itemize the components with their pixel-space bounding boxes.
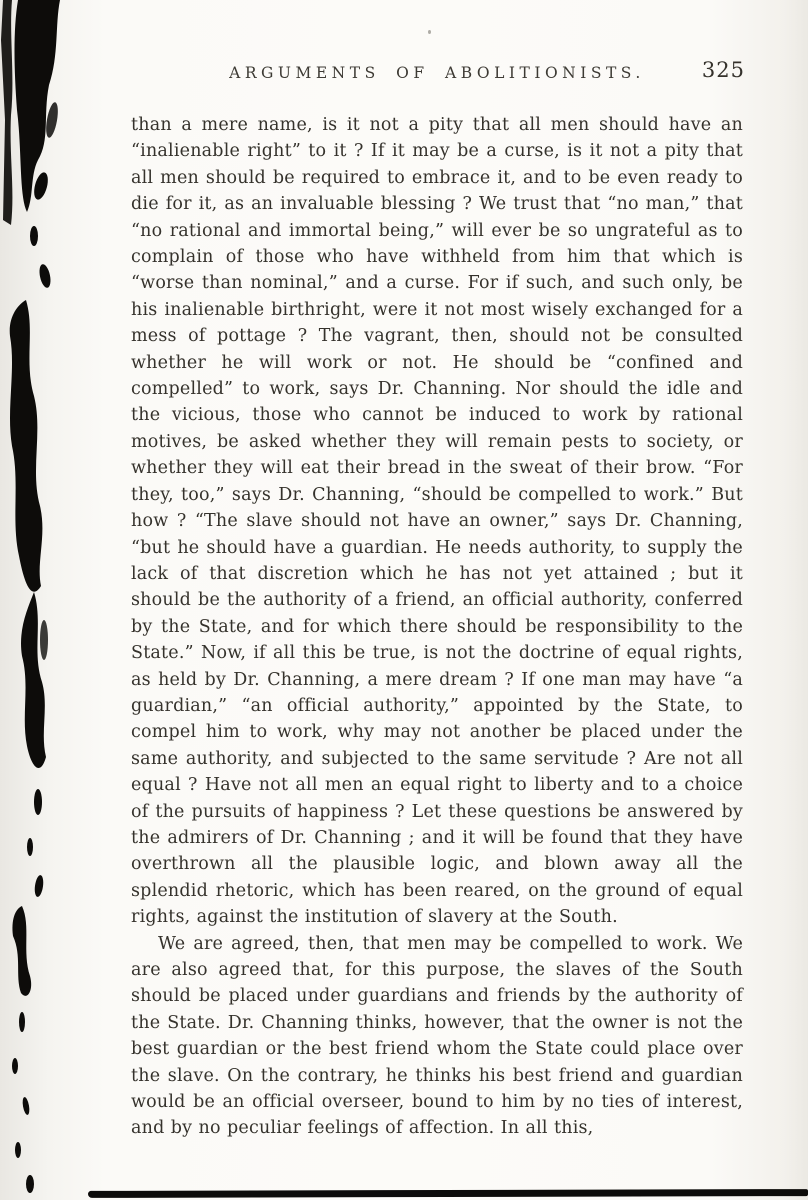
- page-number: 325: [701, 58, 745, 82]
- binding-shadow: [0, 0, 90, 1200]
- running-header: [131, 58, 745, 96]
- page-content: [131, 58, 745, 1142]
- body-text: [131, 112, 743, 1142]
- body-paragraph-1: than a mere name, is it not a pity that all men should have an “inalienable right” to it ? If it may be a curse, is it not a pity that all men should be required to embrace it, and to be even ready to die for it, as an invaluable blessing ? We trust that “no man,” that “no rational and immortal being,” will ever be so ungrateful as to complain of those who have withheld from him that which is “worse than nominal,” and a curse. For if such, and such only, be his inalienable birthright, were it not most wisely exchanged for a mess of pottage ? The vagrant, then, should not be consulted whether he will work or not. He should be “confined and compelled” to work, says Dr. Channing. Nor should the idle and the vicious, those who cannot be induced to work by rational motives, be asked whether they will remain pests to society, or whether they will eat their bread in the sweat of their brow. “For they, too,” says Dr. Channing, “should be compelled to work.” But how ? “The slave should not have an owner,” says Dr. Channing, “but he should have a guardian. He needs authority, to supply the lack of that discretion which he has not yet attained ; but it should be the authority of a friend, an official authority, conferred by the State, and for which there should be responsibility to the State.” Now, if all this be true, is not the doctrine of equal rights, as held by Dr. Channing, a mere dream ? If one man may have “a guardian,” “an official authority,” appointed by the State, to compel him to work, why may not another be placed under the same authority, and subjected to the same servitude ? Are not all equal ? Have not all men an equal right to liberty and to a choice of the pursuits of happiness ? Let these questions be answered by the admirers of Dr. Channing ; and it will be found that they have overthrown all the plausible logic, and blown away all the splendid rhetoric, which has been reared, on the ground of equal rights, against the institution of slavery at the South.: [131, 115, 743, 928]
- body-paragraph-2: We are agreed, then, that men may be compelled to work. We are also agreed that, for this purpose, the slaves of the South should be placed under guardians and friends by the authority of the State. Dr. Channing thinks, however, that the owner is not the best guardian or the best friend whom the State could place over the slave. On the contrary, he thinks his best friend and guardian would be an official overseer, bound to him by no ties of interest, and by no peculiar feelings of affection. In all this,: [131, 933, 743, 1139]
- binding-ink-blobs: [1, 0, 60, 1193]
- scan-edge-bottom: [88, 1189, 808, 1198]
- scan-speck: [428, 30, 431, 34]
- running-header-title: ARGUMENTS OF ABOLITIONISTS.: [229, 64, 645, 82]
